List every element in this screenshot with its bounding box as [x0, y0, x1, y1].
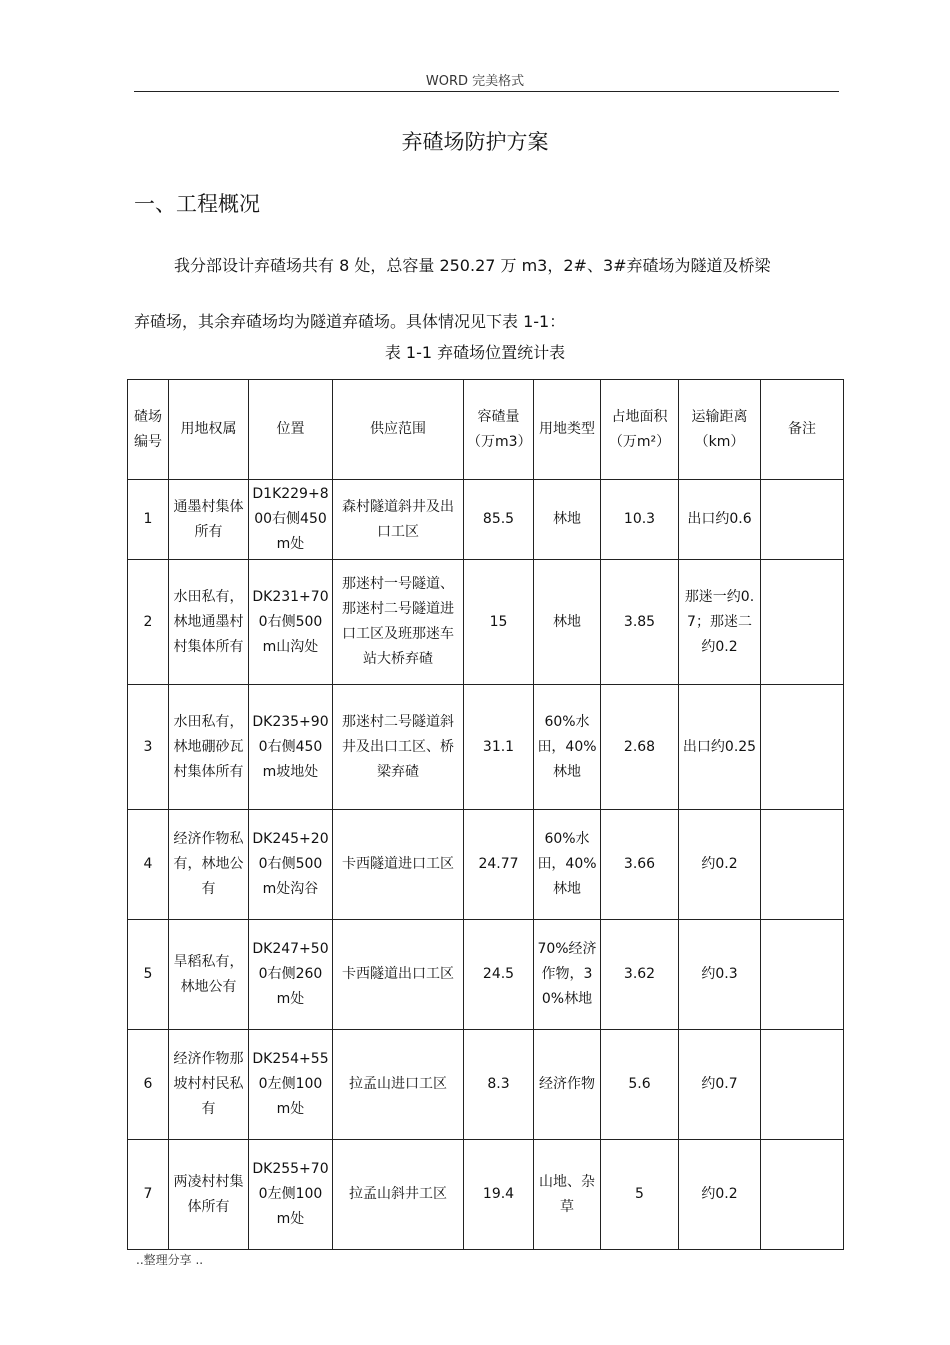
- table-cell: 山地、杂草: [534, 1140, 601, 1250]
- table-cell: 拉孟山斜井工区: [333, 1140, 464, 1250]
- header-cell: 占地面积（万m²）: [601, 380, 679, 480]
- table-cell: 24.77: [464, 810, 534, 920]
- table-cell: 林地: [534, 560, 601, 685]
- table-cell: 5.6: [601, 1030, 679, 1140]
- table-cell: 通墨村集体所有: [169, 480, 249, 560]
- table-cell: 经济作物私有，林地公有: [169, 810, 249, 920]
- table-cell: 森村隧道斜井及出口工区: [333, 480, 464, 560]
- header-cell: 供应范围: [333, 380, 464, 480]
- table-cell: DK235+900右侧450m坡地处: [249, 685, 333, 810]
- table-cell: 约0.2: [679, 810, 761, 920]
- table-cell: 10.3: [601, 480, 679, 560]
- table-caption: 表 1-1 弃碴场位置统计表: [384, 343, 566, 362]
- header-cell: 用地权属: [169, 380, 249, 480]
- table-cell: DK247+500右侧260m处: [249, 920, 333, 1030]
- table-cell: 4: [128, 810, 169, 920]
- table-row: [128, 1030, 844, 1140]
- table-cell: 3.66: [601, 810, 679, 920]
- table-cell: 两凌村村集体所有: [169, 1140, 249, 1250]
- table-cell: 8.3: [464, 1030, 534, 1140]
- table-cell: 出口约0.6: [679, 480, 761, 560]
- table-cell: 约0.7: [679, 1030, 761, 1140]
- table-cell: 经济作物: [534, 1030, 601, 1140]
- table-cell: 2.68: [601, 685, 679, 810]
- page-footer: ..整理分享 ..: [136, 1253, 204, 1267]
- table-cell: 2: [128, 560, 169, 685]
- table-cell: 1: [128, 480, 169, 560]
- table-cell: 60%水田，40%林地: [534, 685, 601, 810]
- table-cell: 3.62: [601, 920, 679, 1030]
- table-cell: 水田私有，林地硼砂瓦村集体所有: [169, 685, 249, 810]
- intro-line-1: 我分部设计弃碴场共有 8 处，总容量 250.27 万 m3，2#、3#弃碴场为隧道及桥梁: [174, 256, 771, 275]
- table-cell: [761, 1140, 844, 1250]
- header-cell: 备注: [761, 380, 844, 480]
- table-cell: [761, 1030, 844, 1140]
- table-cell: 60%水田，40%林地: [534, 810, 601, 920]
- table-cell: 7: [128, 1140, 169, 1250]
- table-cell: D1K229+800右侧450m处: [249, 480, 333, 560]
- table-cell: 出口约0.25: [679, 685, 761, 810]
- header-divider: [134, 91, 839, 92]
- table-cell: 林地: [534, 480, 601, 560]
- header-cell: 容碴量（万m3）: [464, 380, 534, 480]
- table-cell: [761, 920, 844, 1030]
- section-heading: 一、工程概况: [134, 192, 260, 216]
- table-row: [128, 920, 844, 1030]
- table-cell: 6: [128, 1030, 169, 1140]
- table-cell: 3.85: [601, 560, 679, 685]
- table-cell: 约0.2: [679, 1140, 761, 1250]
- spoil-site-table: [127, 379, 844, 1250]
- table-cell: [761, 480, 844, 560]
- header-cell: 位置: [249, 380, 333, 480]
- table-cell: 3: [128, 685, 169, 810]
- intro-paragraph: [134, 238, 839, 350]
- table-cell: 卡西隧道进口工区: [333, 810, 464, 920]
- table-cell: 5: [128, 920, 169, 1030]
- table-cell: 经济作物那坡村村民私有: [169, 1030, 249, 1140]
- intro-line-2: 弃碴场，其余弃碴场均为隧道弃碴场。具体情况见下表 1-1：: [134, 312, 566, 331]
- table-row: [128, 685, 844, 810]
- table-cell: 70%经济作物，30%林地: [534, 920, 601, 1030]
- table-cell: 那迷村一号隧道、那迷村二号隧道进口工区及班那迷车站大桥弃碴: [333, 560, 464, 685]
- table-row: [128, 810, 844, 920]
- table-cell: 拉孟山进口工区: [333, 1030, 464, 1140]
- header-cell: 运输距离（km）: [679, 380, 761, 480]
- table-cell: 5: [601, 1140, 679, 1250]
- table-row: [128, 1140, 844, 1250]
- table-cell: 旱稻私有，林地公有: [169, 920, 249, 1030]
- table-cell: 那迷村二号隧道斜井及出口工区、桥梁弃碴: [333, 685, 464, 810]
- header-cell: 用地类型: [534, 380, 601, 480]
- table-cell: DK245+200右侧500m处沟谷: [249, 810, 333, 920]
- table-cell: 85.5: [464, 480, 534, 560]
- table-cell: DK254+550左侧100m处: [249, 1030, 333, 1140]
- table-cell: 24.5: [464, 920, 534, 1030]
- table-cell: 水田私有，林地通墨村村集体所有: [169, 560, 249, 685]
- table-cell: [761, 810, 844, 920]
- page-header: WORD 完美格式: [425, 74, 525, 89]
- table-cell: DK231+700右侧500m山沟处: [249, 560, 333, 685]
- table-cell: 15: [464, 560, 534, 685]
- table-cell: [761, 685, 844, 810]
- table-header-row: [128, 380, 844, 480]
- table-row: [128, 480, 844, 560]
- table-cell: [761, 560, 844, 685]
- table-cell: DK255+700左侧100m处: [249, 1140, 333, 1250]
- table-row: [128, 560, 844, 685]
- table-cell: 31.1: [464, 685, 534, 810]
- table-cell: 卡西隧道出口工区: [333, 920, 464, 1030]
- table-cell: 那迷一约0.7；那迷二约0.2: [679, 560, 761, 685]
- header-cell: 碴场编号: [128, 380, 169, 480]
- document-title: 弃碴场防护方案: [401, 130, 549, 154]
- table-cell: 约0.3: [679, 920, 761, 1030]
- table-cell: 19.4: [464, 1140, 534, 1250]
